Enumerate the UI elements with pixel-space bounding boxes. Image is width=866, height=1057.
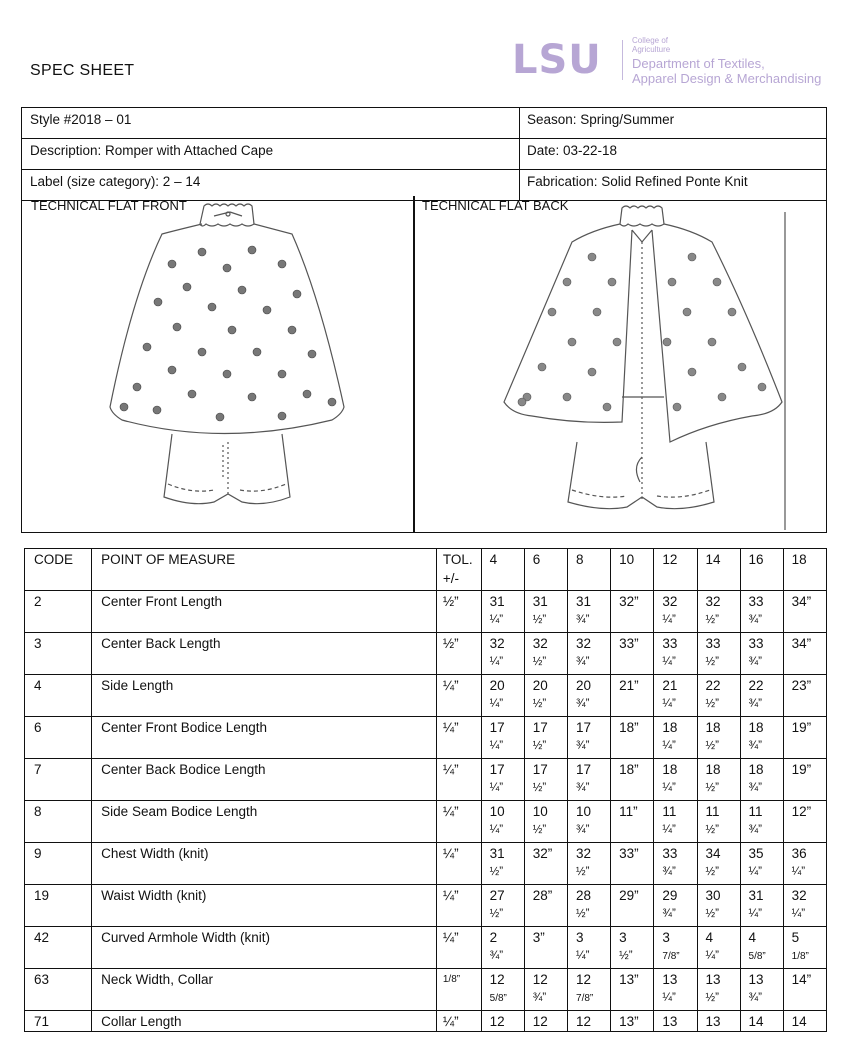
row-value: 18 ¼”: [654, 759, 697, 801]
row-value: 32 ¼”: [783, 885, 826, 927]
row-pom: Center Back Length: [92, 633, 437, 675]
row-value: 11 ½”: [697, 801, 740, 843]
row-value: 13: [697, 1011, 740, 1032]
row-code: 6: [25, 717, 92, 759]
row-pom: Center Front Length: [92, 591, 437, 633]
row-value: 18 ¾”: [740, 717, 783, 759]
row-value: 17 ½”: [524, 717, 567, 759]
fabrication-field: Fabrication: Solid Refined Ponte Knit: [527, 174, 748, 189]
row-value: 28”: [524, 885, 567, 927]
row-value: 12 5/8”: [481, 969, 524, 1011]
row-value: 20 ¾”: [568, 675, 611, 717]
row-value: 3”: [524, 927, 567, 969]
row-value: 33”: [611, 843, 654, 885]
season-field: Season: Spring/Summer: [527, 112, 675, 127]
row-value: 20 ½”: [524, 675, 567, 717]
row-value: 33 ¾”: [740, 633, 783, 675]
row-value: 17 ¼”: [481, 759, 524, 801]
row-value: 10 ½”: [524, 801, 567, 843]
header-size: 12: [654, 549, 697, 591]
row-value: 32 ¼”: [654, 591, 697, 633]
row-value: 30 ½”: [697, 885, 740, 927]
row-value: 32”: [524, 843, 567, 885]
row-value: 4 ¼”: [697, 927, 740, 969]
row-tol: ¼”: [436, 843, 481, 885]
row-value: 22 ½”: [697, 675, 740, 717]
row-value: 2 ¾”: [481, 927, 524, 969]
row-code: 4: [25, 675, 92, 717]
header-size: 14: [697, 549, 740, 591]
flat-back-label: TECHNICAL FLAT BACK: [422, 198, 569, 213]
row-code: 71: [25, 1011, 92, 1032]
row-pom: Side Seam Bodice Length: [92, 801, 437, 843]
row-value: 32 ½”: [524, 633, 567, 675]
row-value: 18 ¼”: [654, 717, 697, 759]
row-value: 33”: [611, 633, 654, 675]
row-value: 32 ½”: [568, 843, 611, 885]
row-value: 3 7/8”: [654, 927, 697, 969]
row-value: 18”: [611, 717, 654, 759]
row-pom: Curved Armhole Width (knit): [92, 927, 437, 969]
row-tol: 1/8”: [436, 969, 481, 1011]
header-size: 8: [568, 549, 611, 591]
row-value: 32 ½”: [697, 591, 740, 633]
row-value: 21”: [611, 675, 654, 717]
row-pom: Side Length: [92, 675, 437, 717]
row-code: 19: [25, 885, 92, 927]
header-size: 4: [481, 549, 524, 591]
row-value: 11”: [611, 801, 654, 843]
row-value: 19”: [783, 759, 826, 801]
row-value: 14: [740, 1011, 783, 1032]
row-value: 12: [524, 1011, 567, 1032]
row-value: 18 ½”: [697, 759, 740, 801]
technical-flats: [21, 196, 827, 533]
row-code: 2: [25, 591, 92, 633]
row-value: 33 ¾”: [654, 843, 697, 885]
header-size: 16: [740, 549, 783, 591]
row-value: 32 ¾”: [568, 633, 611, 675]
row-value: 34”: [783, 591, 826, 633]
table-row: [25, 885, 827, 927]
row-value: 11 ¾”: [740, 801, 783, 843]
row-value: 5 1/8”: [783, 927, 826, 969]
table-row: [25, 759, 827, 801]
row-value: 14: [783, 1011, 826, 1032]
row-value: 13 ¾”: [740, 969, 783, 1011]
header-size: 10: [611, 549, 654, 591]
date-field: Date: 03-22-18: [527, 143, 618, 158]
row-value: 19”: [783, 717, 826, 759]
row-value: 12 7/8”: [568, 969, 611, 1011]
row-value: 31 ¼”: [481, 591, 524, 633]
page-title: SPEC SHEET: [30, 62, 135, 79]
row-value: 12: [568, 1011, 611, 1032]
lsu-logo: [512, 34, 842, 94]
header-pom: POINT OF MEASURE: [92, 549, 437, 591]
row-pom: Center Front Bodice Length: [92, 717, 437, 759]
row-code: 7: [25, 759, 92, 801]
row-value: 27 ½”: [481, 885, 524, 927]
row-value: 18 ½”: [697, 717, 740, 759]
row-value: 22 ¾”: [740, 675, 783, 717]
logo-separator: [622, 40, 623, 80]
row-value: 13”: [611, 1011, 654, 1032]
row-value: 13 ¼”: [654, 969, 697, 1011]
row-value: 12: [481, 1011, 524, 1032]
table-row: [25, 843, 827, 885]
row-pom: Neck Width, Collar: [92, 969, 437, 1011]
row-value: 31 ½”: [481, 843, 524, 885]
row-value: 11 ¼”: [654, 801, 697, 843]
row-value: 17 ¾”: [568, 717, 611, 759]
row-value: 17 ½”: [524, 759, 567, 801]
logo-mark: LSU: [512, 37, 602, 83]
row-pom: Waist Width (knit): [92, 885, 437, 927]
front-flat-drawing: [92, 202, 362, 530]
row-value: 13: [654, 1011, 697, 1032]
row-code: 9: [25, 843, 92, 885]
table-row: [25, 717, 827, 759]
style-field: Style #2018 – 01: [22, 108, 520, 138]
row-tol: ¼”: [436, 1011, 481, 1032]
header-size: 18: [783, 549, 826, 591]
table-row: [25, 675, 827, 717]
logo-college: College of Agriculture: [632, 36, 671, 54]
row-tol: ½”: [436, 591, 481, 633]
logo-department: Department of Textiles, Apparel Design & Merchandising: [632, 56, 822, 86]
row-tol: ¼”: [436, 927, 481, 969]
row-tol: ¼”: [436, 885, 481, 927]
row-value: 13 ½”: [697, 969, 740, 1011]
table-row: [25, 633, 827, 675]
row-value: 14”: [783, 969, 826, 1011]
row-value: 34 ½”: [697, 843, 740, 885]
row-value: 10 ¼”: [481, 801, 524, 843]
row-code: 3: [25, 633, 92, 675]
row-value: 18”: [611, 759, 654, 801]
row-value: 4 5/8”: [740, 927, 783, 969]
header-size: 6: [524, 549, 567, 591]
row-value: 32”: [611, 591, 654, 633]
row-value: 18 ¾”: [740, 759, 783, 801]
row-tol: ¼”: [436, 675, 481, 717]
row-value: 34”: [783, 633, 826, 675]
row-value: 20 ¼”: [481, 675, 524, 717]
row-tol: ¼”: [436, 801, 481, 843]
description-field: Description: Romper with Attached Cape: [22, 139, 520, 169]
header-code: CODE: [25, 549, 92, 591]
table-row: [25, 969, 827, 1011]
row-code: 8: [25, 801, 92, 843]
row-pom: Collar Length: [92, 1011, 437, 1032]
row-code: 42: [25, 927, 92, 969]
row-value: 17 ¾”: [568, 759, 611, 801]
label-field: Label (size category): 2 – 14: [22, 170, 520, 200]
row-value: 33 ¾”: [740, 591, 783, 633]
row-value: 21 ¼”: [654, 675, 697, 717]
row-value: 13”: [611, 969, 654, 1011]
table-row: [25, 1011, 827, 1032]
row-value: 12”: [783, 801, 826, 843]
row-value: 23”: [783, 675, 826, 717]
row-value: 31 ¾”: [568, 591, 611, 633]
table-row: [25, 927, 827, 969]
back-flat-drawing: [492, 202, 792, 530]
table-header-row: [25, 549, 827, 591]
spec-header-table: [21, 107, 827, 201]
row-pom: Center Back Bodice Length: [92, 759, 437, 801]
row-value: 3 ½”: [611, 927, 654, 969]
point-of-measure-table: [24, 548, 827, 1032]
row-value: 31 ¼”: [740, 885, 783, 927]
row-value: 36 ¼”: [783, 843, 826, 885]
row-value: 29 ¾”: [654, 885, 697, 927]
flats-divider: [413, 196, 415, 532]
row-value: 33 ¼”: [654, 633, 697, 675]
row-value: 3 ¼”: [568, 927, 611, 969]
flat-front-label: TECHNICAL FLAT FRONT: [31, 198, 187, 213]
header-tol: TOL. +/-: [436, 549, 481, 591]
row-value: 33 ½”: [697, 633, 740, 675]
row-value: 35 ¼”: [740, 843, 783, 885]
table-row: [25, 591, 827, 633]
row-value: 17 ¼”: [481, 717, 524, 759]
row-tol: ¼”: [436, 717, 481, 759]
table-row: [25, 801, 827, 843]
row-value: 10 ¾”: [568, 801, 611, 843]
row-tol: ½”: [436, 633, 481, 675]
row-value: 29”: [611, 885, 654, 927]
row-value: 28 ½”: [568, 885, 611, 927]
row-value: 12 ¾”: [524, 969, 567, 1011]
row-value: 32 ¼”: [481, 633, 524, 675]
row-code: 63: [25, 969, 92, 1011]
row-value: 31 ½”: [524, 591, 567, 633]
row-tol: ¼”: [436, 759, 481, 801]
row-pom: Chest Width (knit): [92, 843, 437, 885]
